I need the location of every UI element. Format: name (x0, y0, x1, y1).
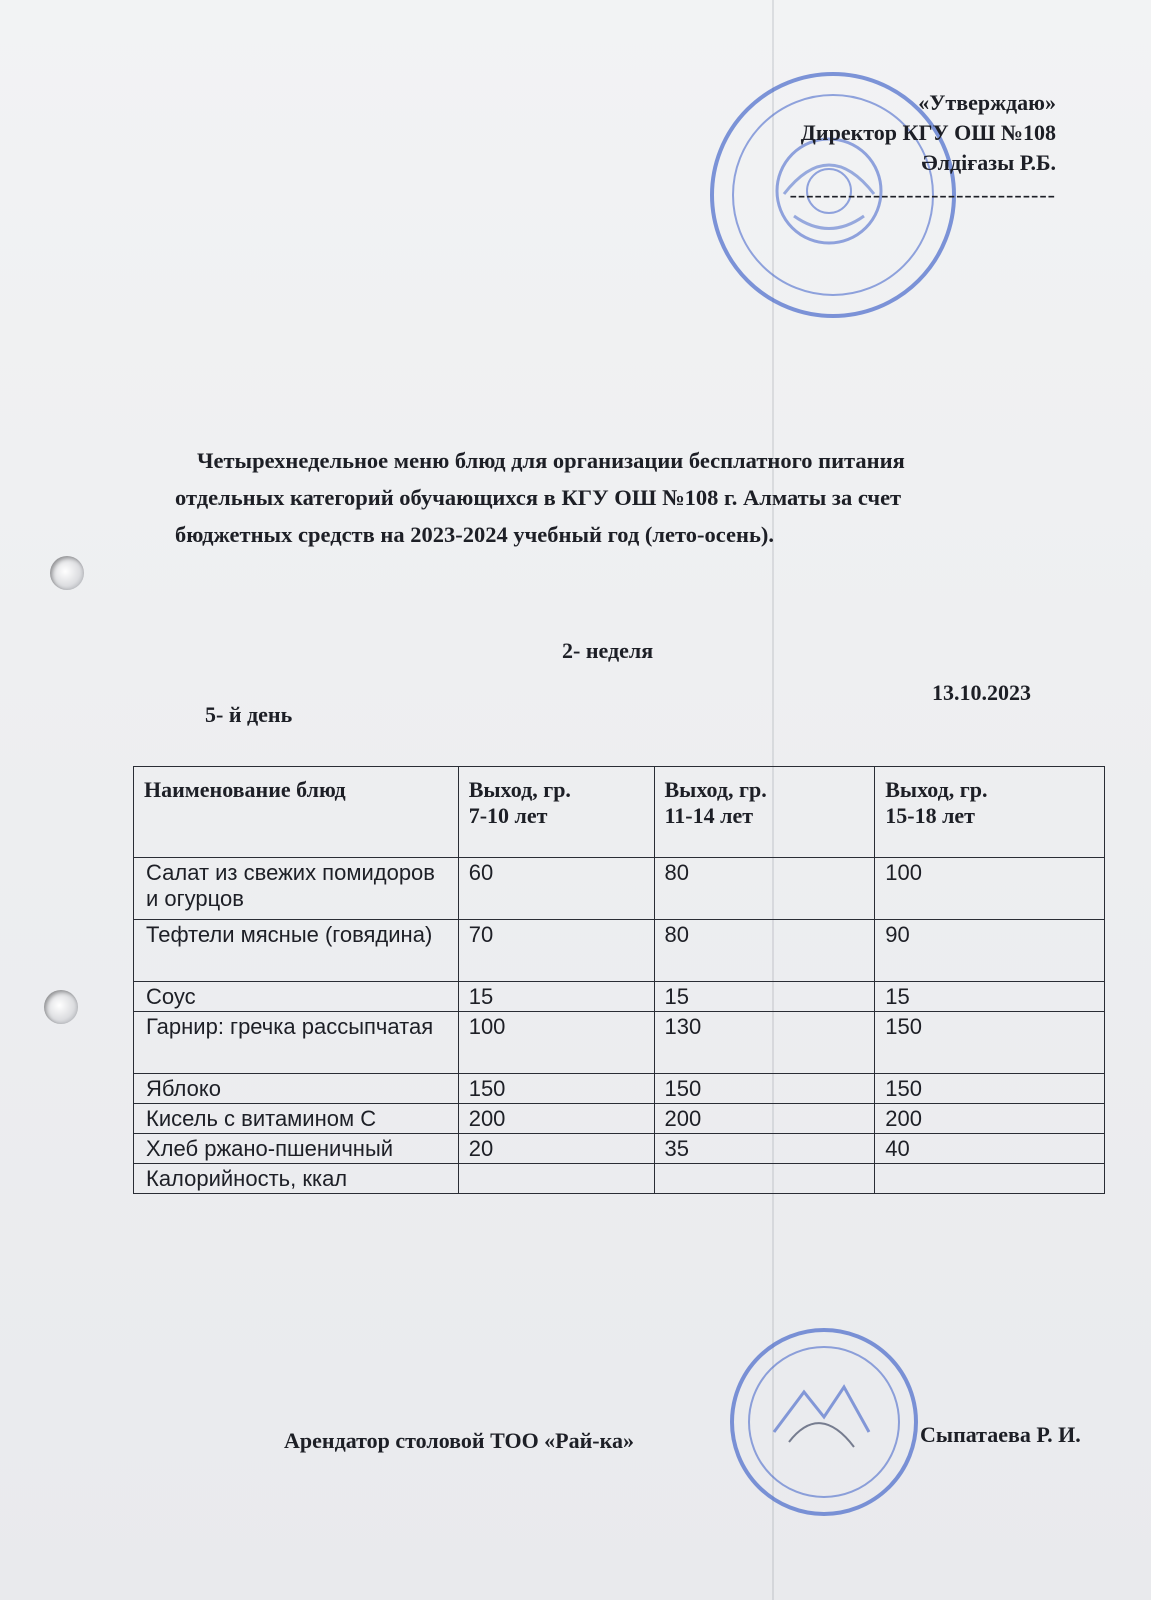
punch-hole-top (50, 556, 84, 590)
yield-11-14: 130 (654, 1012, 875, 1074)
yield-11-14: 200 (654, 1104, 875, 1134)
table-header-row (134, 767, 1105, 858)
yield-15-18: 150 (875, 1012, 1105, 1074)
table-row (134, 1164, 1105, 1194)
table-row (134, 858, 1105, 920)
table-row (134, 1074, 1105, 1104)
yield-7-10 (458, 1164, 654, 1194)
dish-name: Кисель с витамином С (134, 1104, 459, 1134)
yield-15-18 (875, 1164, 1105, 1194)
yield-15-18: 40 (875, 1134, 1105, 1164)
approval-heading: «Утверждаю» (918, 90, 1056, 115)
header-yield-7-10: Выход, гр. 7-10 лет (458, 767, 654, 858)
approval-person: Әлдіғазы Р.Б. (921, 150, 1056, 175)
yield-15-18: 150 (875, 1074, 1105, 1104)
menu-table (133, 766, 1105, 1194)
document-title (175, 442, 1055, 553)
table-row (134, 920, 1105, 982)
header-yield-15-18: Выход, гр. 15-18 лет (875, 767, 1105, 858)
company-seal-stamp (730, 1328, 918, 1516)
table-row (134, 1104, 1105, 1134)
yield-7-10: 200 (458, 1104, 654, 1134)
approval-position: Директор КГУ ОШ №108 (800, 120, 1056, 145)
dish-name: Гарнир: гречка рассыпчатая (134, 1012, 459, 1074)
yield-7-10: 150 (458, 1074, 654, 1104)
day-label: 5- й день (205, 702, 293, 727)
yield-11-14: 80 (654, 858, 875, 920)
title-line-1: Четырехнедельное меню блюд для организации бесплатного питания (197, 448, 905, 473)
yield-15-18: 200 (875, 1104, 1105, 1134)
footer-signatory-name: Сыпатаева Р. И. (920, 1422, 1081, 1447)
yield-11-14: 80 (654, 920, 875, 982)
footer-tenant: Арендатор столовой ТОО «Рай-ка» (284, 1428, 634, 1453)
dish-name: Салат из свежих помидоров и огурцов (134, 858, 459, 920)
dish-name: Тефтели мясные (говядина) (134, 920, 459, 982)
dish-name: Соус (134, 982, 459, 1012)
table-row (134, 1012, 1105, 1074)
table-row (134, 1134, 1105, 1164)
yield-7-10: 60 (458, 858, 654, 920)
week-label: 2- неделя (562, 638, 654, 663)
yield-7-10: 100 (458, 1012, 654, 1074)
yield-7-10: 70 (458, 920, 654, 982)
punch-hole-bottom (44, 990, 78, 1024)
yield-7-10: 20 (458, 1134, 654, 1164)
yield-15-18: 90 (875, 920, 1105, 982)
date-label: 13.10.2023 (932, 680, 1031, 705)
title-line-3: бюджетных средств на 2023-2024 учебный год (лето-осень). (175, 522, 774, 547)
yield-7-10: 15 (458, 982, 654, 1012)
yield-11-14: 150 (654, 1074, 875, 1104)
yield-15-18: 15 (875, 982, 1105, 1012)
dish-name: Хлеб ржано-пшеничный (134, 1134, 459, 1164)
dish-name: Яблоко (134, 1074, 459, 1104)
table-row (134, 982, 1105, 1012)
header-yield-11-14: Выход, гр. 11-14 лет (654, 767, 875, 858)
yield-11-14: 15 (654, 982, 875, 1012)
yield-11-14: 35 (654, 1134, 875, 1164)
yield-11-14 (654, 1164, 875, 1194)
header-dish-name: Наименование блюд (134, 767, 459, 858)
approval-block (790, 88, 1056, 210)
yield-15-18: 100 (875, 858, 1105, 920)
title-line-2: отдельных категорий обучающихся в КГУ ОШ №108 г. Алматы за счет (175, 485, 902, 510)
approval-signature-line: -------------------------------- (789, 182, 1056, 207)
dish-name: Калорийность, ккал (134, 1164, 459, 1194)
